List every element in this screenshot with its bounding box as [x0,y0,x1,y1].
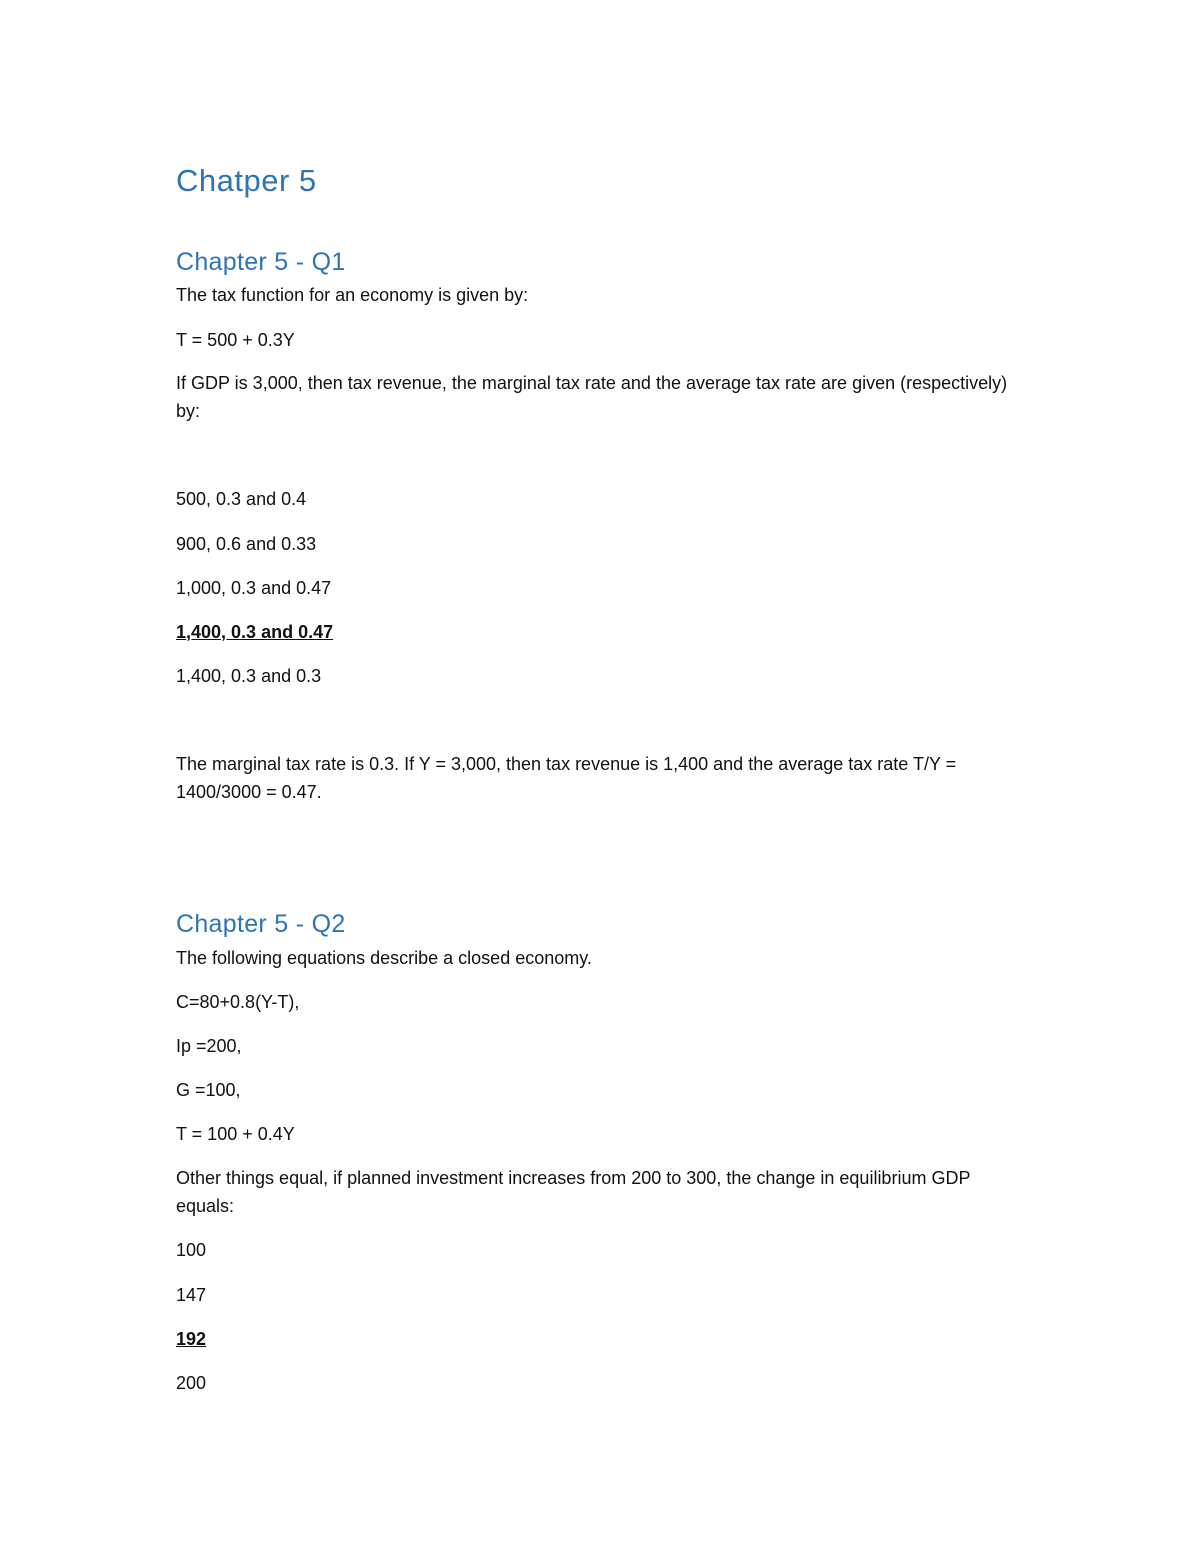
q1-option-b: 900, 0.6 and 0.33 [176,534,317,554]
q2-equation-consumption: C=80+0.8(Y-T), [176,992,300,1012]
q1-explanation: The marginal tax rate is 0.3. If Y = 3,000, then tax revenue is 1,400 and the average tax rate T/Y = 1400/3000 = 0.47. [176,754,957,802]
q1-intro: The tax function for an economy is given by: [176,285,529,305]
q2-option-c-correct: 192 [176,1329,207,1349]
q1-option-a: 500, 0.3 and 0.4 [176,489,307,509]
q1-question: If GDP is 3,000, then tax revenue, the marginal tax rate and the average tax rate are given (respectively) by: [176,373,1008,421]
q2-equation-investment: Ip =200, [176,1036,242,1056]
q2-option-b: 147 [176,1285,207,1305]
q1-equation: T = 500 + 0.3Y [176,330,295,350]
q1-option-c: 1,000, 0.3 and 0.47 [176,578,332,598]
q1-option-d-correct: 1,400, 0.3 and 0.47 [176,622,334,642]
q2-heading: Chapter 5 - Q2 [176,910,346,938]
q2-option-a: 100 [176,1240,207,1260]
q2-intro: The following equations describe a closed economy. [176,948,592,968]
q2-equation-government: G =100, [176,1080,241,1100]
q2-equation-tax: T = 100 + 0.4Y [176,1124,295,1144]
q2-option-d: 200 [176,1373,207,1393]
q2-question: Other things equal, if planned investment increases from 200 to 300, the change in equilibrium GDP equals: [176,1168,971,1216]
document-title: Chatper 5 [176,163,317,198]
q1-option-e: 1,400, 0.3 and 0.3 [176,666,322,686]
q1-heading: Chapter 5 - Q1 [176,248,346,276]
